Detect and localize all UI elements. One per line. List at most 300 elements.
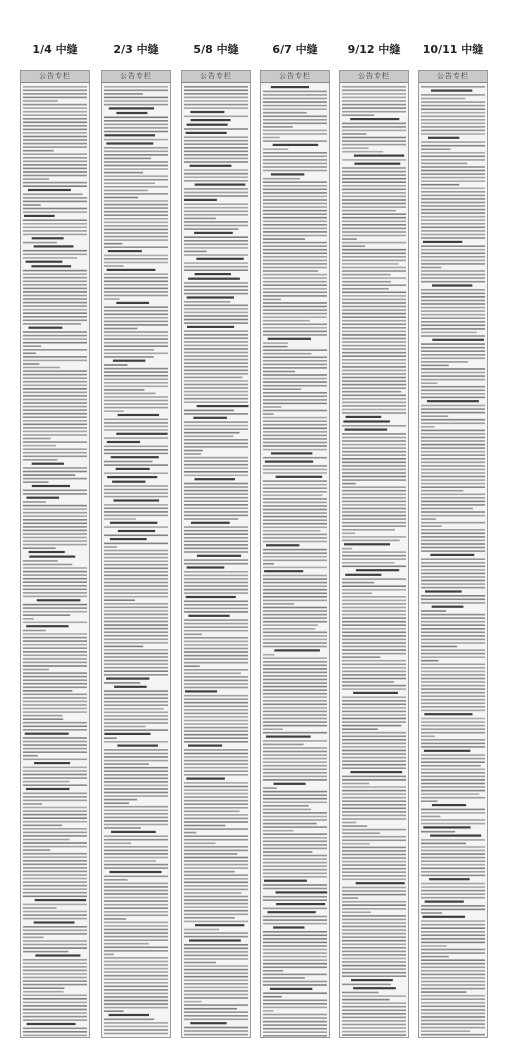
- text-line: [263, 654, 274, 656]
- notice-heading-line: [28, 189, 71, 191]
- text-line: [263, 313, 327, 315]
- text-line: [421, 569, 485, 571]
- text-line: [263, 668, 327, 670]
- text-line: [263, 399, 327, 401]
- text-line: [184, 493, 248, 495]
- text-line: [342, 284, 406, 286]
- text-line: [421, 191, 485, 193]
- text-line: [263, 367, 327, 369]
- fine-print-lines: [340, 83, 408, 1038]
- text-line: [23, 647, 87, 649]
- text-line: [104, 1026, 168, 1028]
- text-line: [104, 426, 168, 428]
- text-line: [184, 874, 248, 876]
- text-line: [342, 926, 406, 928]
- text-line: [184, 767, 248, 769]
- text-line: [342, 800, 406, 802]
- text-line: [263, 316, 327, 318]
- text-line: [342, 263, 399, 265]
- notice-heading-line: [356, 569, 399, 571]
- text-line: [23, 767, 87, 769]
- text-line: [104, 331, 168, 333]
- text-line: [421, 728, 485, 730]
- text-line: [342, 199, 406, 201]
- text-line: [184, 147, 248, 149]
- notice-heading-line: [26, 625, 68, 627]
- text-line: [263, 984, 327, 986]
- text-line: [104, 557, 168, 559]
- text-line: [23, 118, 87, 120]
- text-line: [342, 861, 406, 863]
- text-line: [263, 754, 327, 756]
- notice-heading-line: [189, 939, 241, 941]
- text-line: [342, 140, 406, 142]
- text-line: [23, 708, 87, 710]
- text-line: [342, 213, 406, 215]
- text-line: [184, 143, 248, 145]
- text-line: [342, 660, 406, 662]
- text-line: [263, 769, 327, 771]
- text-line: [421, 533, 485, 535]
- text-line: [184, 994, 248, 996]
- text-line: [263, 242, 327, 244]
- text-line: [421, 646, 457, 648]
- text-line: [184, 680, 248, 682]
- notice-heading-line: [109, 107, 154, 109]
- text-line: [263, 632, 327, 634]
- text-line: [342, 940, 406, 942]
- text-line: [23, 242, 57, 244]
- text-line: [342, 965, 406, 967]
- text-line: [23, 197, 87, 199]
- text-line: [104, 375, 168, 377]
- text-line: [421, 587, 485, 589]
- text-line: [23, 320, 87, 322]
- text-line: [342, 181, 406, 183]
- text-line: [23, 409, 87, 411]
- text-line: [184, 760, 248, 762]
- text-line: [342, 1006, 406, 1008]
- text-line: [342, 857, 406, 859]
- text-line: [342, 479, 406, 481]
- text-line: [23, 356, 87, 358]
- text-line: [104, 324, 168, 326]
- text-line: [184, 211, 248, 213]
- text-line: [23, 676, 87, 678]
- text-line: [421, 358, 485, 360]
- text-line: [263, 974, 327, 976]
- text-line: [184, 867, 248, 869]
- text-line: [184, 293, 248, 295]
- notice-heading-line: [190, 1022, 226, 1024]
- text-line: [23, 679, 87, 681]
- text-line: [342, 555, 406, 557]
- text-line: [342, 253, 406, 255]
- text-line: [184, 104, 248, 106]
- text-line: [421, 317, 485, 319]
- text-line: [263, 231, 327, 233]
- text-line: [104, 284, 168, 286]
- text-line: [342, 387, 406, 389]
- text-line: [184, 734, 248, 736]
- text-line: [342, 518, 406, 520]
- text-line: [421, 209, 485, 211]
- text-line: [342, 274, 391, 276]
- text-line: [263, 346, 288, 348]
- announcement-strip-2-3: [101, 70, 171, 1038]
- notice-heading-line: [104, 134, 155, 136]
- text-line: [263, 360, 327, 362]
- text-line: [421, 152, 485, 154]
- text-line: [342, 912, 371, 914]
- text-line: [421, 783, 485, 785]
- announcement-strip-1-4: [20, 70, 90, 1038]
- text-line: [263, 949, 327, 951]
- text-line: [342, 483, 356, 485]
- text-line: [184, 341, 248, 343]
- text-line: [342, 384, 406, 386]
- notice-heading-line: [26, 497, 59, 499]
- text-line: [263, 224, 327, 226]
- text-line: [184, 585, 248, 587]
- text-line: [184, 453, 201, 455]
- text-line: [342, 1024, 406, 1026]
- text-line: [104, 393, 156, 395]
- text-line: [104, 781, 168, 783]
- text-line: [23, 846, 87, 848]
- text-line: [104, 317, 168, 319]
- text-line: [23, 984, 87, 986]
- text-line: [342, 451, 406, 453]
- text-line: [263, 711, 327, 713]
- text-line: [23, 1019, 87, 1021]
- text-line: [184, 648, 248, 650]
- text-line: [421, 779, 485, 781]
- text-line: [342, 854, 406, 856]
- text-line: [421, 1006, 485, 1008]
- text-line: [104, 947, 168, 949]
- text-line: [184, 1004, 248, 1006]
- text-line: [104, 568, 168, 570]
- text-line: [23, 860, 87, 862]
- text-line: [104, 1010, 124, 1012]
- text-line: [342, 548, 352, 550]
- text-line: [184, 1015, 248, 1017]
- text-line: [23, 825, 62, 827]
- notice-heading-line: [354, 155, 404, 157]
- text-line: [23, 385, 87, 387]
- text-line: [23, 662, 87, 664]
- text-line: [342, 151, 383, 153]
- text-line: [104, 485, 168, 487]
- notice-heading-line: [196, 258, 244, 260]
- text-line: [263, 689, 327, 691]
- text-line: [184, 796, 248, 798]
- text-line: [23, 770, 87, 772]
- text-line: [104, 419, 168, 421]
- text-line: [342, 398, 406, 400]
- text-line: [421, 419, 485, 421]
- text-line: [342, 331, 406, 333]
- notice-heading-line: [186, 778, 225, 780]
- text-line: [184, 410, 234, 412]
- text-line: [23, 904, 87, 906]
- text-line: [263, 238, 305, 240]
- text-line: [184, 151, 248, 153]
- text-line: [184, 308, 248, 310]
- text-line: [23, 1009, 87, 1011]
- text-line: [184, 921, 248, 923]
- text-line: [104, 929, 168, 931]
- text-line: [421, 732, 485, 734]
- text-line: [421, 642, 485, 644]
- text-line: [23, 452, 87, 454]
- text-line: [23, 523, 87, 525]
- text-line: [342, 621, 406, 623]
- text-line: [184, 541, 248, 543]
- text-line: [263, 642, 327, 644]
- text-line: [184, 207, 248, 209]
- text-line: [263, 593, 327, 595]
- text-line: [184, 100, 248, 102]
- text-line: [104, 295, 168, 297]
- text-line: [104, 265, 124, 267]
- text-line: [342, 894, 406, 896]
- text-line: [342, 126, 406, 128]
- text-line: [421, 415, 448, 417]
- text-line: [184, 90, 248, 92]
- text-line: [342, 718, 406, 720]
- text-line: [184, 753, 248, 755]
- text-line: [23, 146, 87, 148]
- strip-header: 公告专栏: [419, 71, 487, 83]
- text-line: [23, 633, 87, 635]
- text-line: [342, 746, 406, 748]
- text-line: [104, 690, 168, 692]
- announcement-strip-6-7: [260, 70, 330, 1038]
- text-line: [184, 651, 248, 653]
- text-line: [421, 1027, 485, 1029]
- text-line: [421, 518, 436, 520]
- text-line: [184, 803, 248, 805]
- text-line: [342, 1031, 406, 1033]
- text-line: [104, 950, 168, 952]
- text-line: [104, 571, 168, 573]
- text-line: [263, 657, 327, 659]
- notice-heading-line: [425, 590, 462, 592]
- text-line: [104, 190, 148, 192]
- text-line: [104, 982, 168, 984]
- text-line: [263, 865, 327, 867]
- text-line: [23, 157, 87, 159]
- text-line: [342, 320, 406, 322]
- text-line: [23, 828, 87, 830]
- text-line: [23, 959, 87, 961]
- text-line: [342, 721, 406, 723]
- text-line: [184, 266, 248, 268]
- text-line: [104, 846, 168, 848]
- text-line: [23, 874, 87, 876]
- text-line: [184, 892, 242, 894]
- text-line: [23, 90, 87, 92]
- text-line: [263, 256, 327, 258]
- notice-heading-line: [26, 788, 70, 790]
- text-line: [342, 836, 406, 838]
- text-line: [104, 802, 129, 804]
- text-line: [342, 433, 406, 435]
- text-line: [104, 712, 168, 714]
- text-line: [421, 170, 485, 172]
- text-line: [23, 817, 87, 819]
- text-line: [104, 172, 143, 174]
- text-line: [23, 150, 54, 152]
- text-line: [342, 868, 406, 870]
- text-line: [421, 205, 485, 207]
- text-line: [263, 585, 327, 587]
- text-line: [184, 195, 248, 197]
- text-line: [421, 350, 485, 352]
- text-line: [263, 1010, 273, 1012]
- text-line: [104, 389, 145, 391]
- text-line: [421, 853, 485, 855]
- strip-label-6-7: 6/7 中缝: [272, 43, 318, 56]
- text-line: [104, 883, 168, 885]
- text-line: [23, 853, 87, 855]
- text-line: [104, 246, 168, 248]
- text-line: [104, 864, 168, 866]
- text-line: [23, 729, 87, 731]
- text-line: [342, 992, 379, 994]
- text-line: [104, 578, 168, 580]
- notice-heading-line: [431, 90, 472, 92]
- text-line: [184, 903, 248, 905]
- text-line: [421, 721, 485, 723]
- text-line: [184, 976, 248, 978]
- text-line: [184, 1008, 237, 1010]
- text-line: [263, 935, 327, 937]
- notice-heading-line: [266, 736, 311, 738]
- notice-heading-line: [356, 882, 405, 884]
- text-line: [421, 141, 485, 143]
- text-line: [184, 782, 248, 784]
- text-line: [23, 611, 87, 613]
- text-line: [263, 679, 327, 681]
- text-line: [342, 1002, 406, 1004]
- text-line: [421, 843, 466, 845]
- text-line: [104, 839, 168, 841]
- text-line: [104, 1033, 168, 1035]
- text-line: [421, 177, 485, 179]
- text-line: [23, 97, 87, 99]
- text-line: [23, 395, 87, 397]
- text-line: [421, 511, 485, 513]
- notice-heading-line: [190, 165, 232, 167]
- text-line: [23, 665, 87, 667]
- text-line: [104, 204, 168, 206]
- text-line: [104, 243, 122, 245]
- text-line: [421, 314, 485, 316]
- text-line: [263, 646, 327, 648]
- text-line: [421, 945, 447, 947]
- text-line: [263, 101, 327, 103]
- notice-heading-line: [25, 733, 69, 735]
- text-line: [263, 378, 327, 380]
- announcement-strip-10-11: [418, 70, 488, 1038]
- text-line: [421, 332, 477, 334]
- text-line: [342, 711, 406, 713]
- text-line: [23, 367, 60, 369]
- text-line: [342, 334, 406, 336]
- text-line: [104, 560, 168, 562]
- text-line: [421, 839, 485, 841]
- text-line: [184, 737, 248, 739]
- text-line: [104, 564, 168, 566]
- text-line: [342, 933, 406, 935]
- text-line: [104, 813, 168, 815]
- text-line: [184, 695, 248, 697]
- text-line: [104, 961, 168, 963]
- text-line: [263, 537, 327, 539]
- text-line: [342, 242, 406, 244]
- text-line: [342, 86, 406, 88]
- text-line: [184, 843, 216, 845]
- text-line: [421, 639, 485, 641]
- text-line: [104, 915, 168, 917]
- text-line: [263, 744, 304, 746]
- text-line: [421, 458, 485, 460]
- text-line: [104, 663, 168, 665]
- text-line: [421, 674, 485, 676]
- text-line: [23, 467, 87, 469]
- text-line: [23, 622, 87, 624]
- text-line: [23, 849, 50, 851]
- text-line: [342, 295, 406, 297]
- text-line: [421, 256, 485, 258]
- text-line: [184, 864, 248, 866]
- text-line: [23, 291, 87, 293]
- text-line: [23, 204, 41, 206]
- text-line: [421, 202, 485, 204]
- text-line: [104, 900, 168, 902]
- text-line: [184, 611, 248, 613]
- text-line: [263, 621, 327, 623]
- text-line: [342, 1017, 406, 1019]
- notice-heading-line: [106, 678, 149, 680]
- text-line: [263, 552, 327, 554]
- notice-heading-line: [188, 745, 222, 747]
- text-line: [342, 147, 369, 149]
- text-line: [23, 640, 87, 642]
- text-line: [263, 284, 327, 286]
- text-line: [23, 413, 87, 415]
- text-line: [184, 370, 248, 372]
- text-line: [421, 595, 485, 597]
- text-line: [184, 421, 248, 423]
- notice-heading-line: [110, 538, 147, 540]
- text-line: [184, 914, 248, 916]
- text-line: [263, 320, 310, 322]
- text-line: [23, 353, 36, 355]
- text-line: [421, 599, 485, 601]
- text-line: [184, 457, 248, 459]
- text-line: [23, 835, 87, 837]
- text-line: [104, 131, 168, 133]
- notice-heading-line: [113, 499, 159, 501]
- text-line: [104, 258, 168, 260]
- text-line: [421, 354, 485, 356]
- notice-heading-line: [271, 173, 304, 175]
- text-line: [23, 839, 70, 841]
